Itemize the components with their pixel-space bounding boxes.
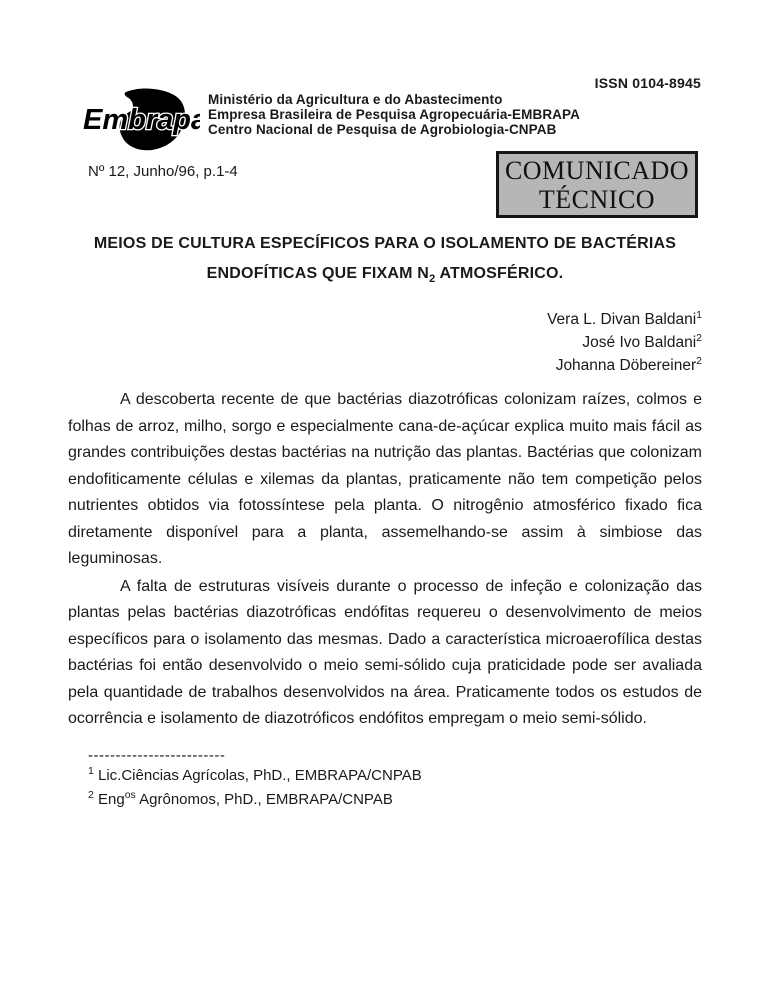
- footnote-rule: -------------------------: [88, 747, 226, 764]
- banner-line-1: COMUNICADO: [504, 155, 690, 185]
- footnotes-block: [88, 747, 422, 809]
- issn-number: ISSN 0104-8945: [594, 75, 701, 91]
- footnote-2-superscript: os: [124, 788, 136, 801]
- org-line-ministry: Ministério da Agricultura e do Abastecimento: [208, 92, 503, 107]
- author-name: José Ivo Baldani: [582, 334, 697, 352]
- author-name: Johanna Döbereiner: [555, 357, 697, 375]
- embrapa-logo-graphic: [82, 86, 200, 154]
- issue-line: Nº 12, Junho/96, p.1-4: [88, 163, 238, 180]
- footnote-2-text-pre: Eng: [93, 790, 125, 808]
- title-line-2: [68, 259, 702, 294]
- author-line: [547, 352, 702, 375]
- body-text: [68, 387, 702, 733]
- org-header: [208, 92, 580, 137]
- author-footnote-marker: 2: [696, 355, 702, 368]
- title-line-2-pre: ENDOFÍTICAS QUE FIXAM N: [206, 265, 430, 282]
- banner-line-2: TÉCNICO: [538, 184, 656, 214]
- author-name: Vera L. Divan Baldani: [547, 311, 697, 329]
- org-line-company: Empresa Brasileira de Pesquisa Agropecuária-EMBRAPA: [208, 107, 580, 122]
- embrapa-logo: [82, 86, 200, 154]
- org-line-center: Centro Nacional de Pesquisa de Agrobiologia-CNPAB: [208, 122, 557, 137]
- author-line: [547, 329, 702, 352]
- comunicado-tecnico-banner: [496, 151, 698, 218]
- paragraph-1: A descoberta recente de que bactérias diazotróficas colonizam raízes, colmos e folhas de arroz, milho, sorgo e especialmente cana-de-açúcar explica muito mais fácil as grandes contribuições destas bactérias na nutrição das plantas. Bactérias que colonizam endofiticamente células e xilemas da plantas, praticamente não tem competição pelos nutrientes obtidos via fotossíntese pela planta. O nitrogênio atmosférico fixado fica diretamente disponível para a planta, assemelhando-se assim à simbiose das leguminosas.: [68, 391, 702, 567]
- footnote-2-marker: 2: [88, 788, 94, 801]
- paragraph-2: A falta de estruturas visíveis durante o processo de infeção e colonização das plantas pelas bactérias diazotróficas endófitas requereu o desenvolvimento de meios específicos para o isolamento das mesmas. Dado a característica microaerofílica destas bactérias foi então desenvolvido o meio semi-sólido cuja praticidade pode ser avaliada pela quantidade de trabalhos desenvolvidos na área. Praticamente todos os estudos de ocorrência e isolamento de diazotróficos endófitos empregam o meio semi-sólido.: [68, 577, 702, 727]
- footnote-2: [88, 786, 422, 810]
- title-line-2-subscript: 2: [429, 273, 436, 286]
- title-line-2-post: ATMOSFÉRICO.: [435, 265, 564, 282]
- authors-block: [547, 306, 702, 375]
- document-title: [68, 229, 702, 294]
- footnote-1-marker: 1: [88, 765, 94, 777]
- title-line-1: MEIOS DE CULTURA ESPECÍFICOS PARA O ISOLAMENTO DE BACTÉRIAS: [93, 235, 677, 252]
- footnote-1-text: Lic.Ciências Agrícolas, PhD., EMBRAPA/CNPAB: [93, 767, 422, 784]
- author-line: [547, 306, 702, 329]
- logo-wordmark: Embrapa: [83, 104, 200, 136]
- author-footnote-marker: 2: [696, 332, 702, 345]
- author-footnote-marker: 1: [696, 309, 702, 321]
- footnote-2-text-post: Agrônomos, PhD., EMBRAPA/CNPAB: [135, 790, 393, 808]
- footnote-1: [88, 762, 422, 786]
